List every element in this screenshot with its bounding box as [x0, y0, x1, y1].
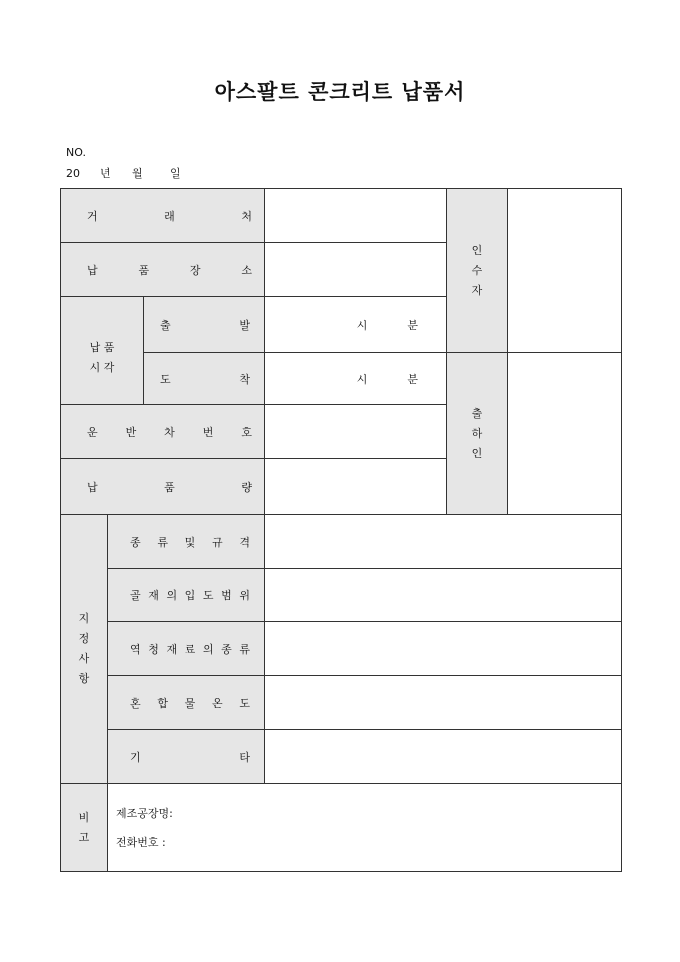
label-glyph: 청 — [148, 642, 159, 656]
label-glyph: 번 — [202, 425, 214, 439]
label-glyph: 도 — [239, 696, 250, 710]
label-glyph: 자 — [471, 283, 483, 297]
spec-type-label-text — [108, 534, 264, 550]
label-glyph: 도 — [160, 372, 171, 386]
label-glyph: 하 — [471, 426, 483, 440]
label-glyph: 지 — [78, 612, 90, 625]
receiver-label — [447, 189, 508, 353]
spec-row-label — [108, 676, 265, 730]
label-glyph: 위 — [239, 589, 250, 602]
label-glyph: 및 — [184, 535, 196, 549]
arrival-label-text — [144, 371, 264, 387]
shipper-label-text — [447, 404, 507, 464]
label-glyph: 비 — [78, 810, 90, 824]
delivery-place-label — [61, 243, 265, 297]
spec-section-label — [61, 515, 108, 784]
label-glyph: 발 — [239, 318, 250, 332]
label-glyph: 규 — [211, 535, 223, 549]
client-label-text — [61, 208, 264, 224]
departure-time-cell[interactable] — [265, 297, 447, 353]
shipper-label — [447, 353, 508, 515]
spec-section-label-text — [61, 609, 107, 689]
spec-aggregate-label-text — [108, 587, 264, 603]
label-glyph: 료 — [184, 642, 196, 656]
spec-other-label-text — [108, 749, 264, 765]
label-glyph: 고 — [78, 830, 90, 844]
label-glyph: 출 — [160, 318, 171, 332]
delivery-time-label — [61, 297, 144, 405]
label-glyph: 인 — [471, 243, 483, 257]
label-glyph: 의 — [166, 589, 178, 602]
label-glyph: 호 — [241, 425, 252, 439]
label-glyph: 역 — [130, 642, 141, 656]
spec-row-label — [108, 622, 265, 676]
date-day-label: 일 — [170, 167, 181, 180]
label-glyph: 수 — [471, 263, 483, 277]
delivery-place-label-text — [61, 262, 264, 278]
vehicle-number-label — [61, 405, 265, 459]
label-glyph: 품 — [164, 480, 175, 494]
remarks-label-text — [61, 808, 107, 848]
arrival-minute-unit: 분 — [407, 372, 418, 386]
remarks-value-cell[interactable] — [108, 784, 622, 872]
label-glyph: 종 — [130, 535, 141, 549]
delivery-place-value-cell[interactable] — [265, 243, 447, 297]
spec-other-value-cell[interactable] — [265, 730, 622, 784]
quantity-label-text — [61, 479, 264, 495]
remarks-label — [61, 784, 108, 872]
label-glyph: 출 — [471, 406, 483, 420]
label-glyph: 정 — [78, 632, 90, 645]
client-value-cell[interactable] — [265, 189, 447, 243]
receiver-signature-cell[interactable] — [508, 189, 622, 353]
phone-number-label: 전화번호 : — [116, 835, 166, 849]
date-century: 20 — [66, 167, 80, 180]
label-glyph: 처 — [241, 209, 252, 223]
label-glyph: 도 — [202, 589, 214, 602]
label-glyph: 장 — [189, 263, 201, 277]
label-glyph: 인 — [471, 446, 483, 460]
spec-binder-label-text — [108, 641, 264, 657]
label-glyph: 의 — [202, 642, 214, 656]
label-glyph: 타 — [239, 750, 250, 764]
label-glyph: 혼 — [130, 696, 141, 710]
label-glyph: 운 — [87, 425, 98, 439]
label-glyph: 기 — [130, 750, 141, 764]
label-glyph: 납 — [87, 263, 98, 277]
shipper-signature-cell[interactable] — [508, 353, 622, 515]
label-glyph: 물 — [184, 696, 196, 710]
vehicle-number-label-text — [61, 424, 264, 440]
factory-name-label: 제조공장명: — [116, 806, 173, 820]
spec-aggregate-value-cell[interactable] — [265, 569, 622, 622]
label-glyph: 반 — [125, 425, 137, 439]
label-glyph: 차 — [164, 425, 175, 439]
departure-label — [144, 297, 265, 353]
label-glyph: 범 — [221, 589, 232, 602]
label-glyph: 온 — [211, 696, 223, 710]
label-glyph: 항 — [78, 672, 90, 685]
arrival-time-cell[interactable] — [265, 353, 447, 405]
spec-binder-value-cell[interactable] — [265, 622, 622, 676]
label-glyph: 품 — [138, 263, 150, 277]
spec-type-value-cell[interactable] — [265, 515, 622, 569]
spec-row-label — [108, 569, 265, 622]
label-glyph: 류 — [157, 535, 168, 549]
label-glyph: 소 — [241, 263, 252, 277]
label-glyph: 골 — [130, 589, 141, 602]
label-glyph: 재 — [166, 642, 178, 656]
label-glyph: 격 — [239, 535, 250, 549]
label-glyph: 래 — [164, 209, 175, 223]
label-glyph: 입 — [184, 589, 196, 602]
arrival-hour-unit: 시 — [356, 372, 368, 386]
spec-row-label — [108, 730, 265, 784]
label-glyph: 종 — [221, 642, 232, 656]
delivery-time-label-line2: 시 각 — [89, 360, 115, 374]
issue-date-line — [66, 165, 181, 181]
spec-temperature-value-cell[interactable] — [265, 676, 622, 730]
label-glyph: 사 — [78, 652, 90, 665]
receiver-label-text — [447, 241, 507, 301]
quantity-label — [61, 459, 265, 515]
spec-row-label — [108, 515, 265, 569]
arrival-label — [144, 353, 265, 405]
spec-temperature-label-text — [108, 695, 264, 711]
delivery-time-label-line1: 납 품 — [89, 340, 115, 354]
departure-hour-unit: 시 — [356, 318, 368, 332]
label-glyph: 량 — [241, 480, 252, 494]
departure-minute-unit: 분 — [407, 318, 418, 332]
label-glyph: 류 — [239, 642, 250, 656]
departure-label-text — [144, 317, 264, 333]
client-label — [61, 189, 265, 243]
delivery-form-table — [60, 188, 622, 872]
quantity-value-cell[interactable] — [265, 459, 447, 515]
document-title: 아스팔트 콘크리트 납품서 — [214, 79, 466, 104]
label-glyph: 착 — [239, 372, 250, 386]
vehicle-number-value-cell[interactable] — [265, 405, 447, 459]
label-glyph: 합 — [157, 696, 168, 710]
document-number-label: NO. — [66, 146, 86, 159]
date-year-label: 년 — [100, 167, 111, 180]
date-month-label: 월 — [132, 167, 143, 180]
label-glyph: 재 — [148, 589, 159, 602]
label-glyph: 거 — [87, 209, 98, 223]
label-glyph: 납 — [87, 480, 98, 494]
